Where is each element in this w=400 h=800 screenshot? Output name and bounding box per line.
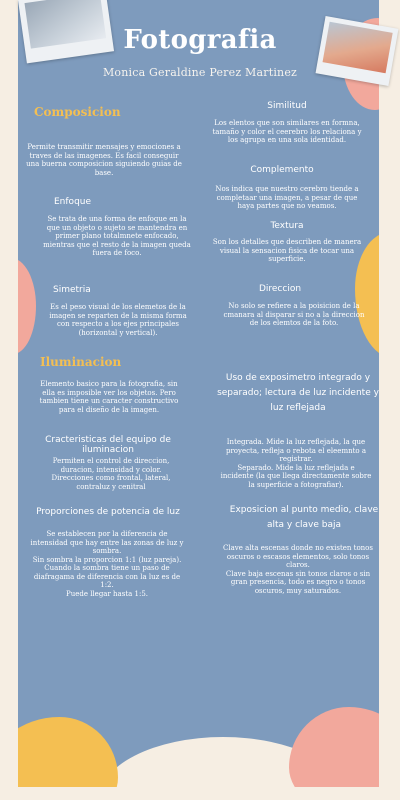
proporciones-title: Proporciones de potencia de luz [36,507,180,517]
equipo-text: Permiten el control de direccion, duracion, intensidad y color. Direcciones como frontal, lateral, contraluz y cenitral [51,457,171,491]
pink-blob-bottom-right [289,707,379,787]
simetria-title: Simetria [53,285,91,295]
complemento-title: Complemento [250,165,314,175]
yellow-blob-bottom-left [18,717,118,787]
similitud-text: Los elentos que son similares en formna, tamaño y color el ceerebro los relaciona y los agrupa en una sola identidad. [212,119,362,144]
iluminacion-intro: Elemento basico para la fotografia, sin ella es imposible ver los objetos. Pero tambien tiene un caracter constructivo para el diseño de la imagen. [39,380,179,414]
pink-blob-left [18,258,36,354]
section-heading-composicion: Composicion [34,105,121,119]
composicion-intro: Permite transmitir mensajes y emociones a traves de las imagenes. Es facil conseguir una buerna composicion siguiendo guias de base. [26,143,182,177]
textura-title: Textura [270,221,304,231]
section-heading-iluminacion: Iluminacion [40,355,122,369]
exposimetro-title: Uso de exposimetro integrado y separado; lectura de luz incidente y luz reflejada [217,373,379,413]
direccion-title: Direccion [258,284,302,294]
complemento-text: Nos indica que nuestro cerebro tiende a completaar una imagen, a pesar de que haya partes que no veamos. [215,185,359,210]
page-title: Fotografia [123,25,277,55]
proporciones-text: Se establecen por la diferencia de intensidad que hay entre las zonas de luz y sombra. Sin sombra la proporcion 1:1 (luz pareja). Cuando la sombra tiene un paso de diafragama de diferencia con la luz es de 1:2. Puede llegar hasta 1:5. [30,530,184,598]
exposimetro-text: Integrada. Mide la luz reflejada, la que proyecta, refleja o rebota el eleemnto a registrar. Separado. Mide la luz reflejada e incidente (la que llega directamente sobre la superficie a fotografiar). [220,438,372,489]
simetria-text: Es el peso visual de los elemetos de la imagen se reparten de la misma forma con respecto a los ejes principales (horizontal y vertical). [49,303,187,337]
enfoque-text: Se trata de una forma de enfoque en la que un objeto o sujeto se mantendra en primer plano totalmnete enfocado, mientras que el resto de la imagen queda fuera de foco. [43,215,191,257]
exposicion-title: Exposicion al punto medio, clave alta y clave baja [229,505,379,530]
equipo-title: Cracteristicas del equipo de iluminacion [45,435,171,455]
exposicion-text: Clave alta escenas donde no existen tonos oscuros o escasos elementos, solo tonos claros. Clave baja escenas sin tonos claros o sin gran presencia, todo es negro o tonos oscuros, muy saturados. [223,544,373,595]
author-name: Monica Geraldine Perez Martinez [102,66,298,79]
textura-text: Son los detalles que describen de manera visual la sensacion fisica de tocar una superficie. [212,238,362,263]
direccion-text: No solo se refiere a la poisicion de la cmanara al disparar si no a la direccion de los elemtos de la foto. [223,302,365,327]
enfoque-title: Enfoque [54,197,92,207]
similitud-title: Similitud [267,101,307,111]
